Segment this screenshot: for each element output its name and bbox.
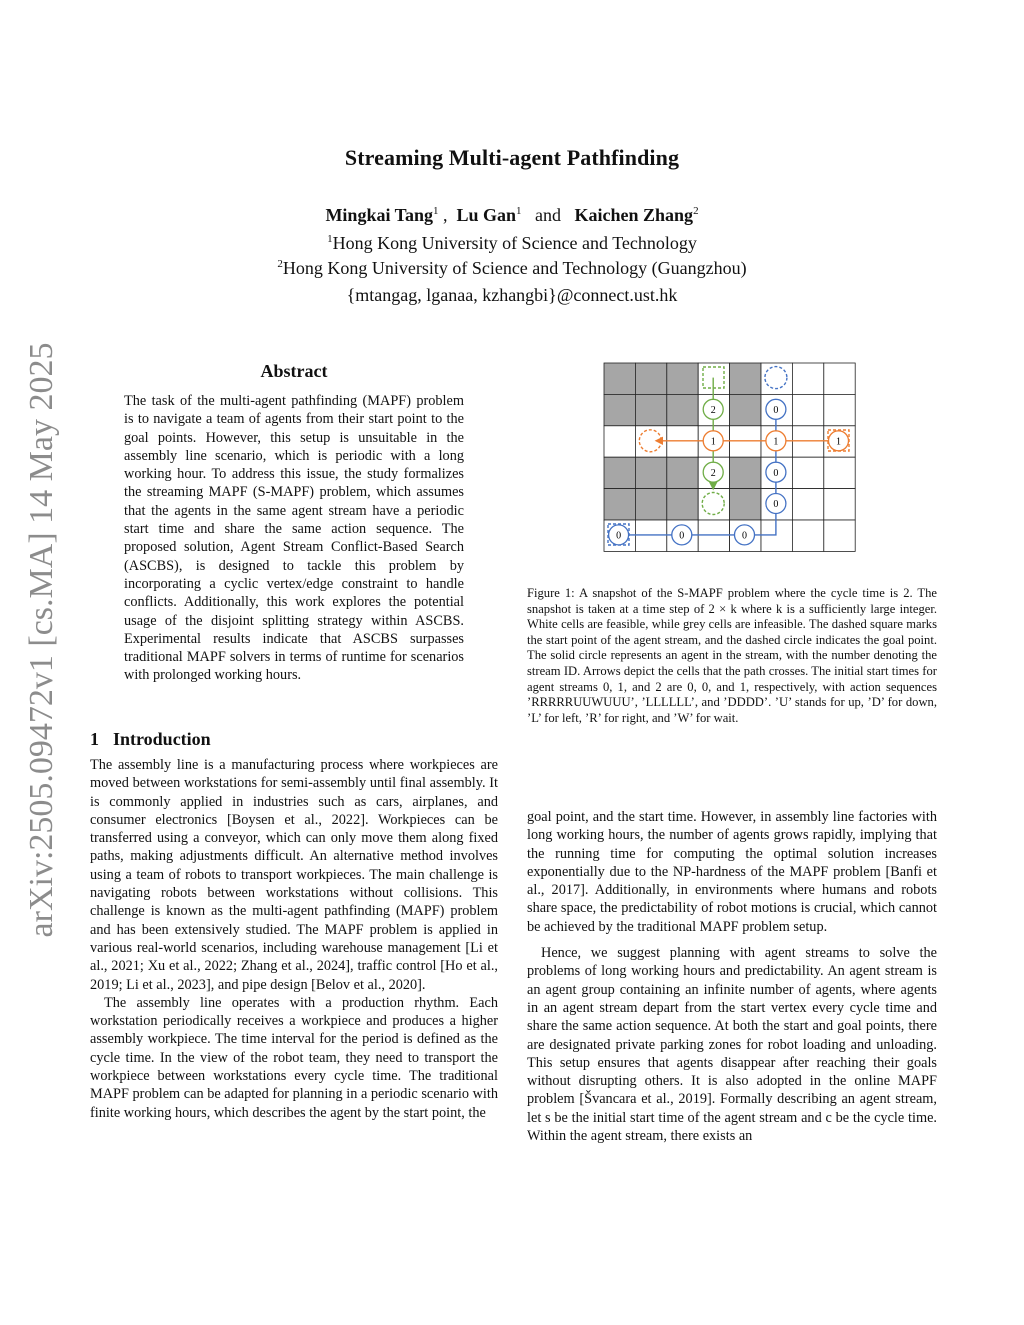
agent-circle [672, 525, 692, 545]
grid-cell-feasible [792, 363, 823, 394]
agent-circle [703, 431, 723, 451]
grid-cell-feasible [824, 363, 855, 394]
introduction-body [90, 756, 498, 1122]
grid-cell-feasible [792, 489, 823, 520]
agent-circle [766, 494, 786, 514]
author-name: Mingkai Tang [325, 205, 433, 225]
grid-cell-feasible [792, 520, 823, 551]
agent-circle [766, 462, 786, 482]
grid-cell-feasible [761, 363, 792, 394]
arxiv-identifier: arXiv:2505.09472v1 [cs.MA] 14 May 2025 [23, 342, 60, 938]
grid-cell-infeasible [667, 457, 698, 488]
agent-circle [703, 399, 723, 419]
agent-label: 1 [836, 436, 841, 448]
paragraph: Hence, we suggest planning with agent streams to solve the problems of long working hours and predictability. An agent stream is an agent group containing an infinite number of agents, where agents in an agent stream depart from the start vertex every cycle time and share the same action sequence. At both the start and goal points, there are designated private parking zones for robot loading and unloading. This setup ensures that agents disappear after reaching their goals without disrupting others. It is also adopted in the online MAPF problem [Švancara et al., 2019]. Formally describing an agent stream, let s be the initial start time of the agent stream and c be the cycle time. Within the agent stream, there exists an [527, 945, 937, 1145]
grid-cell-feasible [824, 394, 855, 425]
grid-cell-infeasible [730, 363, 761, 394]
right-column-body [527, 808, 937, 1145]
grid-cell-feasible [824, 489, 855, 520]
grid-cell-infeasible [730, 489, 761, 520]
grid-cell-feasible [792, 394, 823, 425]
grid-cells [604, 363, 855, 551]
agent-circle [829, 431, 849, 451]
grid-cell-infeasible [667, 363, 698, 394]
agent-label: 2 [710, 405, 716, 416]
grid-cell-infeasible [730, 394, 761, 425]
agent-circle [766, 399, 786, 419]
grid-cell-infeasible [604, 363, 635, 394]
paragraph: goal point, and the start time. However, in assembly line factories with long working hours, the number of agents grows rapidly, implying that the running time for computing the optimal solution increases exponentially due to the NP-hardness of the MAPF problem [Banfi et al., 2017]. Additionally, in environments where humans and robots share space, the predictability of robot motions is crucial, which cannot be achieved by the traditional MAPF problem setup. [527, 809, 937, 935]
author-and: and [535, 205, 562, 225]
grid-cell-infeasible [604, 394, 635, 425]
agent-circle [735, 525, 755, 545]
agent-label: 0 [773, 467, 779, 479]
grid-cell-infeasible [635, 394, 666, 425]
affiliation: $^2$Hong Kong University of Science and Technology (Guangzhou) [277, 258, 747, 278]
grid-cell-feasible [824, 520, 855, 551]
agent-label: 0 [773, 405, 779, 416]
agent-circle [703, 462, 723, 482]
agent-label: 2 [710, 467, 716, 479]
agent-label: 0 [616, 530, 622, 542]
agent-label: 1 [773, 436, 779, 448]
grid-cell-infeasible [667, 394, 698, 425]
grid-cell-feasible [824, 457, 855, 488]
agent-label: 1 [710, 436, 716, 448]
figure-1-grid [603, 362, 859, 552]
grid-cell-feasible [698, 489, 729, 520]
grid-cell-infeasible [635, 489, 666, 520]
agent-circle [766, 431, 786, 451]
affiliation: $^1$Hong Kong University of Science and Technology [327, 233, 697, 253]
author-name: Kaichen Zhang [574, 205, 694, 225]
agent-label: 0 [773, 499, 779, 511]
paragraph: The assembly line operates with a production rhythm. Each workstation periodically receives a workpiece and produces a higher assembly workpiece. The time interval for the period is defined as the cycle time. In the view of the robot team, they need to transport the workpiece between workstations every cycle time. The traditional MAPF problem can be adapted for planning in a periodic scenario with finite working hours, which describes the agent by the start point, the [90, 994, 498, 1121]
agent-label: 0 [679, 530, 685, 542]
grid-cell-infeasible [604, 457, 635, 488]
paper-title: Streaming Multi-agent Pathfinding [344, 145, 680, 170]
grid-cell-feasible [604, 426, 635, 457]
figure-1-caption: Figure 1: A snapshot of the S-MAPF problem where the cycle time is 2. The snapshot is taken at a time step of 2 × k where k is a sufficiently large integer. White cells are feasible, while grey cells are infeasible. The dashed square marks the start point of the agent stream, and the dashed circle indicates the goal point. The solid circle represents an agent in the stream, with the number denoting the stream ID. Arrows depict the cells that the path crosses. The initial start times for agent streams 0, 1, and 2 are 0, 0, and 1, respectively, with action sequences ’RRRRRUUWUUU’, ’LLLLLL’, and ’DDDD’. ’U’ stands for up, ’D’ for down, ’L’ for left, ’R’ for right, and ’W’ for wait. [527, 586, 937, 725]
abstract-text: The task of the multi-agent pathfinding (MAPF) problem is to navigate a team of agents from their start point to the goal points. However, this setup is unsuitable in the assembly line scenario, which is periodic with a long working hour. To address this issue, the study formalizes the streaming MAPF (S-MAPF) problem, which assumes that the agents in the same agent stream have a periodic start time and share the same action sequence. The proposed solution, Agent Stream Conflict-Based Search (ASCBS), is designed to tackle this problem by incorporating a cyclic vertex/edge constraint to handle conflicts. Additionally, this work explores the potential usage of the disjoint splitting strategy within ASCBS. Experimental results indicate that ASCBS surpasses traditional MAPF solvers in terms of runtime for scenarios with prolonged working hours. [124, 393, 464, 684]
author-name: Lu Gan [456, 205, 517, 225]
grid-cell-feasible [698, 520, 729, 551]
grid-cell-infeasible [604, 489, 635, 520]
author-list: Mingkai Tang$^1$ , Lu Gan$^1$ and Kaichen Zhang$^2$ [325, 205, 699, 225]
paragraph: The assembly line is a manufacturing process where workpieces are moved between workstations for semi-assembly until final assembly. It is commonly applied in industries such as cars, airplanes, and consumer electronics [Boysen et al., 2022]. Workpieces can be transferred using a conveyor, which can only move them along fixed paths, making adjustments difficult. An alternative method involves using a team of robots to transport workpieces. The main challenge is navigating robots between workstations without collisions. This challenge is known as the multi-agent pathfinding (MAPF) problem and has been extensively studied. The MAPF problem is applied in various real-world scenarios, including warehouse management [Li et al., 2021; Xu et al., 2022; Zhang et al., 2024], traffic control [Ho et al., 2019; Li et al., 2023], and pipe design [Belov et al., 2020]. [90, 757, 498, 993]
grid-cell-feasible [761, 520, 792, 551]
agent-circle [609, 525, 629, 545]
grid-cell-feasible [792, 457, 823, 488]
grid-cell-infeasible [635, 363, 666, 394]
grid-cell-infeasible [730, 457, 761, 488]
agent-label: 0 [742, 530, 747, 542]
grid-cell-infeasible [635, 457, 666, 488]
abstract-heading: Abstract [260, 361, 328, 381]
author-emails: {mtangag, lganaa, kzhangbi}@connect.ust.hk [346, 285, 678, 305]
grid-cell-feasible [635, 520, 666, 551]
grid-cell-infeasible [667, 489, 698, 520]
section-heading: 1 Introduction [90, 729, 211, 749]
